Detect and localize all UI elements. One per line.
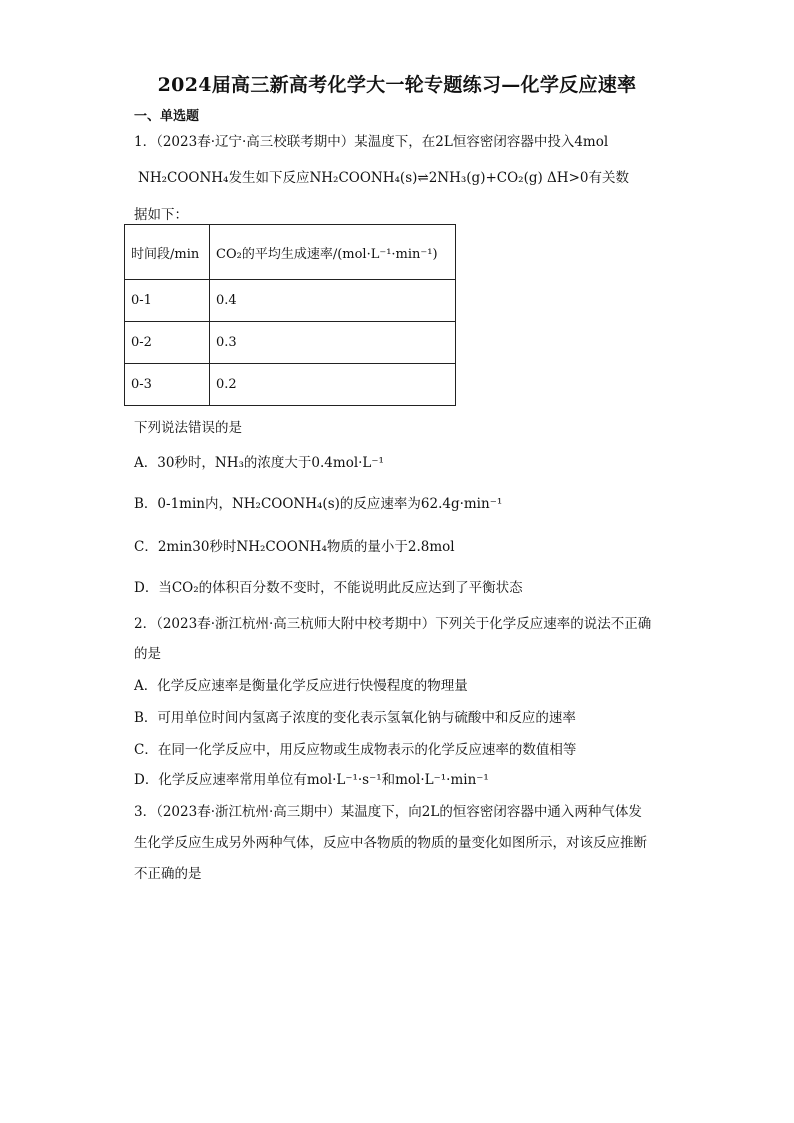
table-row — [125, 322, 456, 364]
q1-reactant: NH₂COONH₄ — [138, 170, 229, 186]
q1-option-c: C．2min30秒时NH₂COONH₄物质的量小于2.8mol — [134, 539, 455, 555]
page-title: 2024届高三新高考化学大一轮专题练习—化学反应速率 — [157, 74, 637, 96]
cell-rate: 0.2 — [210, 364, 456, 406]
q1-option-a: A．30秒时，NH₃的浓度大于0.4mol·L⁻¹ — [134, 455, 384, 471]
q1-equation: NH₂COONH₄(s)⇌2NH₃(g)+CO₂(g) ΔH>0 — [309, 170, 589, 186]
cell-time: 0-2 — [125, 322, 210, 364]
header-rate: CO₂的平均生成速率/(mol·L⁻¹·min⁻¹) — [210, 225, 456, 280]
q2-option-a: A．化学反应速率是衡量化学反应进行快慢程度的物理量 — [134, 678, 468, 694]
q1-line2 — [138, 166, 629, 186]
cell-rate: 0.4 — [210, 280, 456, 322]
q2-line2: 的是 — [134, 646, 161, 662]
q2-option-b: B．可用单位时间内氢离子浓度的变化表示氢氧化钠与硫酸中和反应的速率 — [134, 710, 576, 726]
q3-line2: 生化学反应生成另外两种气体，反应中各物质的物质的量变化如图所示，对该反应推断 — [134, 835, 647, 851]
q1-option-b: B．0-1min内，NH₂COONH₄(s)的反应速率为62.4g·min⁻¹ — [134, 496, 503, 512]
table-row — [125, 280, 456, 322]
q1-line1: 1．（2023春·辽宁·高三校联考期中）某温度下，在2L恒容密闭容器中投入4mol — [134, 134, 609, 150]
q3-line3: 不正确的是 — [134, 866, 202, 882]
q1-line2-end: 有关数 — [588, 170, 629, 186]
cell-time: 0-3 — [125, 364, 210, 406]
q3-line1: 3．（2023春·浙江杭州·高三期中）某温度下，向2L的恒容密闭容器中通入两种气体发 — [134, 804, 642, 820]
table-row — [125, 364, 456, 406]
q2-line1: 2．（2023春·浙江杭州·高三杭师大附中校考期中）下列关于化学反应速率的说法不正确 — [134, 616, 652, 632]
q1-line3: 据如下： — [134, 207, 188, 223]
q2-option-d: D．化学反应速率常用单位有mol·L⁻¹·s⁻¹和mol·L⁻¹·min⁻¹ — [134, 772, 489, 788]
table-header-row — [125, 225, 456, 280]
q1-stem: 下列说法错误的是 — [134, 420, 242, 436]
section-heading: 一、单选题 — [134, 109, 200, 124]
q1-line2-mid: 发生如下反应 — [228, 170, 310, 186]
q2-option-c: C．在同一化学反应中，用反应物或生成物表示的化学反应速率的数值相等 — [134, 742, 577, 758]
header-time: 时间段/min — [125, 225, 210, 280]
cell-time: 0-1 — [125, 280, 210, 322]
rate-table — [124, 224, 456, 406]
cell-rate: 0.3 — [210, 322, 456, 364]
q1-option-d: D．当CO₂的体积百分数不变时，不能说明此反应达到了平衡状态 — [134, 580, 523, 596]
